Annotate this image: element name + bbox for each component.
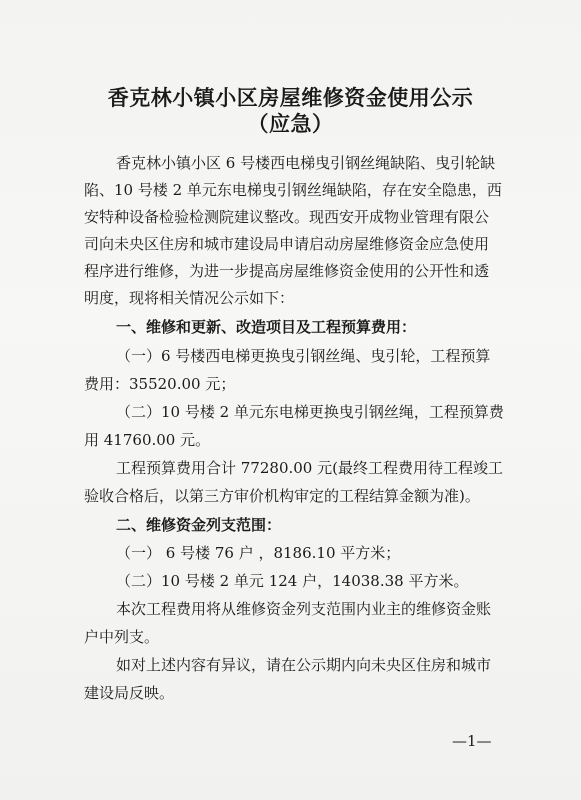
section-heading: 一、维修和更新、改造项目及工程预算费用： xyxy=(116,318,417,336)
body-line: 验收合格后，以第三方审价机构审定的工程结算金额为准)。 xyxy=(84,487,480,505)
body-line: 本次工程费用将从维修资金列支范围内业主的维修资金账 xyxy=(116,600,492,618)
page-number: —1— xyxy=(452,732,492,750)
body-line: 陷、10 号楼 2 单元东电梯曳引钢丝绳缺陷，存在安全隐患，西 xyxy=(84,181,502,199)
body-line: 司向未央区住房和城市建设局申请启动房屋维修资金应急使用 xyxy=(84,235,490,253)
body-line: （二）10 号楼 2 单元 124 户，14038.38 平方米。 xyxy=(116,572,469,590)
body-line: （二）10 号楼 2 单元东电梯更换曳引钢丝绳，工程预算费 xyxy=(116,403,504,421)
body-line: （一） 6 号楼 76 户 ，8186.10 平方米； xyxy=(116,544,401,562)
document-subtitle: （应急） xyxy=(247,111,334,136)
section-heading: 二、维修资金列支范围： xyxy=(116,516,282,534)
body-line: 如对上述内容有异议，请在公示期内向未央区住房和城市 xyxy=(116,656,492,674)
body-line: 香克林小镇小区 6 号楼西电梯曳引钢丝绳缺陷、曳引轮缺 xyxy=(116,154,496,172)
body-line: 建设局反映。 xyxy=(84,684,175,702)
document-title: 香克林小镇小区房屋维修资金使用公示 xyxy=(107,85,474,110)
body-line: 程序进行维修，为进一步提高房屋维修资金使用的公开性和透 xyxy=(84,262,490,280)
body-line: 费用：35520.00 元； xyxy=(84,375,236,393)
body-line: （一）6 号楼西电梯更换曳引钢丝绳、曳引轮，工程预算 xyxy=(116,347,491,365)
body-line: 安特种设备检验检测院建议整改。现西安开成物业管理有限公 xyxy=(84,208,490,226)
body-line: 用 41760.00 元。 xyxy=(84,431,211,449)
body-line: 户中列支。 xyxy=(84,628,160,646)
body-line: 明度，现将相关情况公示如下： xyxy=(84,289,295,307)
body-line: 工程预算费用合计 77280.00 元(最终工程费用待工程竣工 xyxy=(116,459,503,477)
